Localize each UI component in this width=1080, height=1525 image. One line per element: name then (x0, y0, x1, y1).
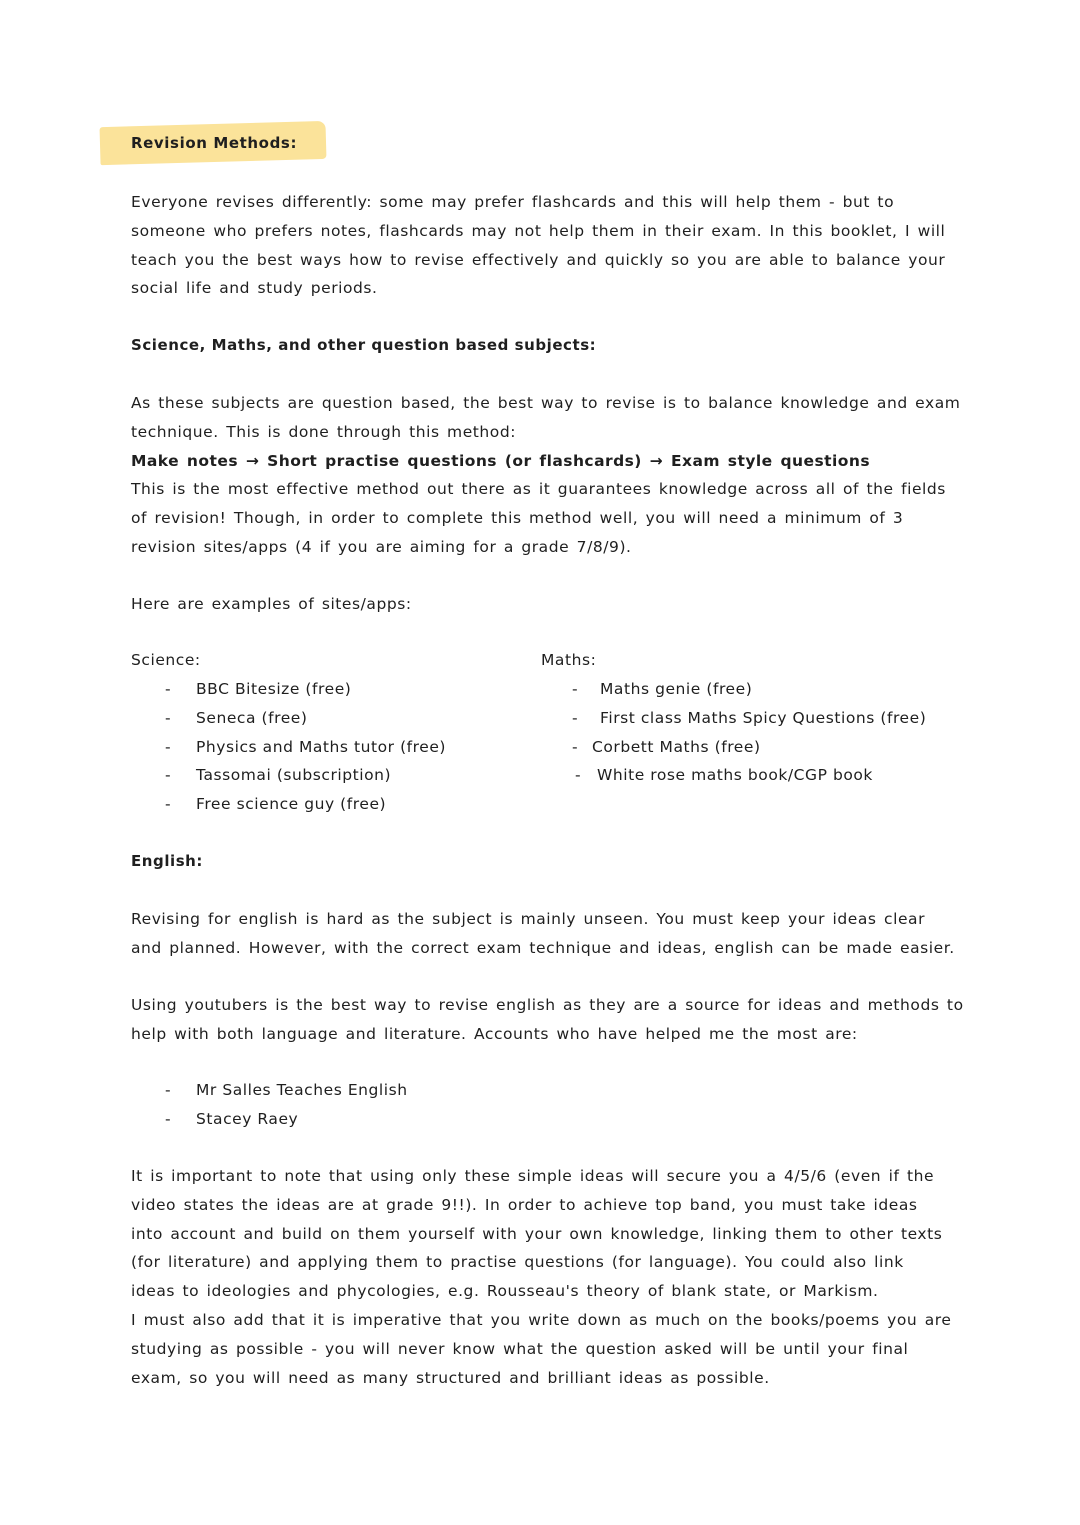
list-item: - Free science guy (free) (165, 795, 387, 814)
paragraph-line: of revision! Though, in order to complete this method well, you will need a minimum of 3 (131, 509, 904, 528)
paragraph-line: and planned. However, with the correct exam technique and ideas, english can be made easier. (131, 938, 955, 957)
page-title: Revision Methods: (131, 134, 298, 152)
maths-resources-list (572, 675, 926, 790)
science-maths-paragraph (131, 389, 961, 562)
intro-paragraph (131, 188, 961, 303)
maths-label: Maths: (541, 651, 597, 669)
revision-method-sequence: Make notes → Short practise questions (or flashcards) → Exam style questions (131, 451, 871, 470)
intro-line: social life and study periods. (131, 279, 378, 298)
paragraph-line: revision sites/apps (4 if you are aiming for a grade 7/8/9). (131, 537, 632, 556)
english-paragraph-2 (131, 991, 964, 1049)
intro-line: Everyone revises differently: some may prefer flashcards and this will help them - but to (131, 193, 895, 211)
paragraph-line: video states the ideas are at grade 9!!). In order to achieve top band, you must take ideas (131, 1195, 918, 1214)
paragraph-line: It is important to note that using only these simple ideas will secure you a 4/5/6 (even if the (131, 1167, 935, 1185)
list-item: - Seneca (free) (165, 708, 308, 727)
english-accounts-list (165, 1076, 408, 1134)
list-item: - Maths genie (free) (572, 680, 753, 698)
english-paragraph-3 (131, 1162, 961, 1392)
paragraph-line: Here are examples of sites/apps: (131, 595, 412, 613)
list-item: - BBC Bitesize (free) (165, 680, 352, 698)
intro-line: someone who prefers notes, flashcards may not help them in their exam. In this booklet, I will (131, 221, 946, 240)
paragraph-line: studying as possible - you will never know what the question asked will be until your final (131, 1339, 909, 1358)
english-heading: English: (131, 852, 203, 870)
list-item: - Corbett Maths (free) (572, 737, 761, 756)
list-item: - Physics and Maths tutor (free) (165, 737, 447, 756)
examples-intro (131, 590, 961, 619)
intro-line: teach you the best ways how to revise effectively and quickly so you are able to balance your (131, 250, 946, 269)
paragraph-line: technique. This is done through this method: (131, 422, 516, 441)
paragraph-line: (for literature) and applying them to practise questions (for language). You could also link (131, 1253, 904, 1272)
paragraph-line: This is the most effective method out there as it guarantees knowledge across all of the fields (131, 480, 946, 499)
paragraph-line: As these subjects are question based, the best way to revise is to balance knowledge and exam (131, 394, 961, 412)
paragraph-line: Revising for english is hard as the subject is mainly unseen. You must keep your ideas clear (131, 910, 926, 928)
english-paragraph-1 (131, 905, 961, 963)
paragraph-line: ideas to ideologies and phycologies, e.g. Rousseau's theory of blank state, or Markism. (131, 1282, 879, 1301)
list-item: - Mr Salles Teaches English (165, 1081, 408, 1099)
list-item: - First class Maths Spicy Questions (free) (572, 708, 927, 727)
list-item: - Stacey Raey (165, 1109, 299, 1128)
list-item: - Tassomai (subscription) (165, 766, 392, 785)
paragraph-line: exam, so you will need as many structured and brilliant ideas as possible. (131, 1368, 770, 1387)
paragraph-line: help with both language and literature. Accounts who have helped me the most are: (131, 1024, 858, 1043)
science-maths-heading: Science, Maths, and other question based subjects: (131, 336, 597, 354)
paragraph-line: into account and build on them yourself with your own knowledge, linking them to other texts (131, 1224, 943, 1243)
paragraph-line: Using youtubers is the best way to revise english as they are a source for ideas and methods to (131, 996, 964, 1014)
list-item: - White rose maths book/CGP book (575, 766, 873, 785)
science-label: Science: (131, 651, 201, 669)
paragraph-line: I must also add that it is imperative that you write down as much on the books/poems you are (131, 1310, 952, 1329)
science-resources-list (165, 675, 446, 819)
